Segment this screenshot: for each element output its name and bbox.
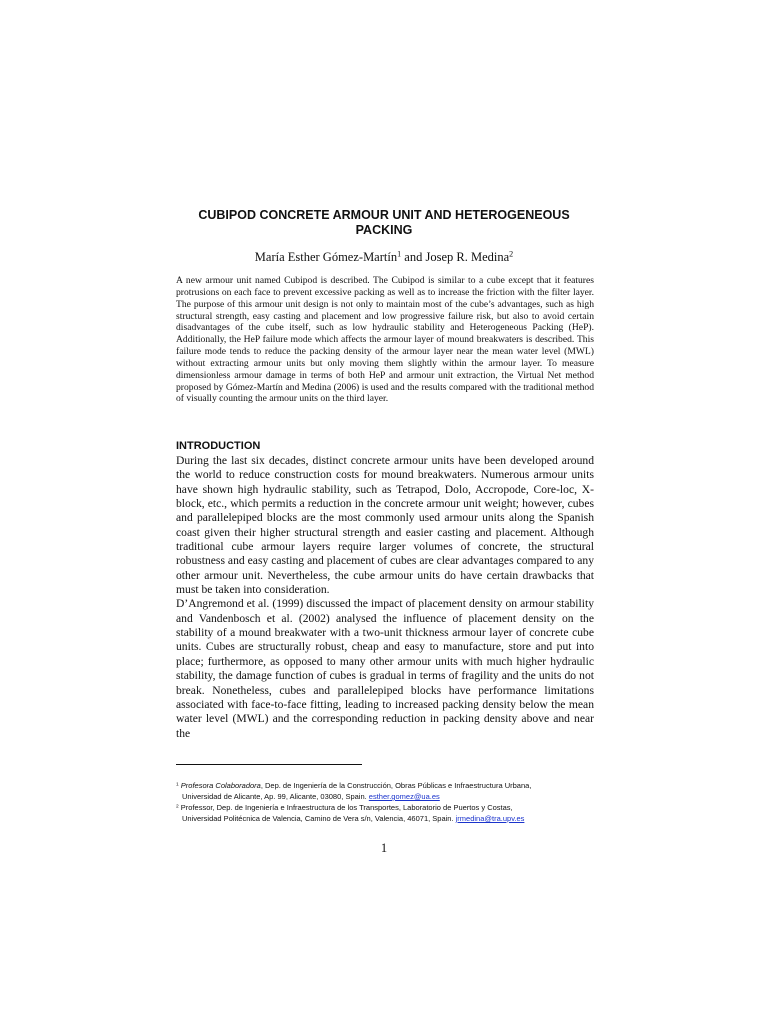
abstract: A new armour unit named Cubipod is described. The Cubipod is similar to a cube except that it features protrusions on each face to prevent excessive packing as well as to increase the friction with the filter layer. The purpose of this armour unit design is not only to maintain most of the cube’s advantages, such as high structural strength, easy casting and placement and low progressive failure risk, but also to avoid certain disadvantages of the cube itself, such as low hydraulic stability and Heterogeneous Packing (HeP). Additionally, the HeP failure mode which affects the armour layer of mound breakwaters is described. This failure mode tends to reduce the packing density of the armour layer near the mean water level (MWL) without extracting armour units but only moving them slightly within the armour layer. To measure dimensionless armour damage in terms of both HeP and armour unit extraction, the Virtual Net method proposed by Gómez-Martín and Medina (2006) is used and the results compared with the traditional method of visually counting the armour units on the third layer. <box>176 275 594 405</box>
footnote-1-role: Profesora Colaboradora <box>180 781 261 790</box>
footnote-1-affiliation: , Dep. de Ingeniería de la Construcción, Obras Públicas e Infraestructura Urbana, <box>260 781 532 790</box>
author-2-name: Josep R. Medina <box>425 250 510 264</box>
footnote-2-affiliation: Professor, Dep. de Ingeniería e Infraestructura de los Transportes, Laboratorio de Puertos y Costas, <box>180 803 513 812</box>
footnote-1-email-link[interactable]: esther.gomez@ua.es <box>368 792 440 801</box>
footnote-2 <box>176 802 596 824</box>
paper-title: CUBIPOD CONCRETE ARMOUR UNIT AND HETEROGENEOUS PACKING <box>198 208 570 237</box>
author-1-name: María Esther Gómez-Martín <box>254 250 398 264</box>
footnote-1-address-line <box>176 791 596 802</box>
footnote-1 <box>176 780 596 802</box>
footnote-2-address: Universidad Politécnica de Valencia, Camino de Vera s/n, Valencia, 46071, Spain. <box>182 814 456 823</box>
introduction-body <box>176 454 594 741</box>
introduction-paragraph-2: D’Angremond et al. (1999) discussed the impact of placement density on armour stability and Vandenbosch et al. (2002) analysed the influence of placement density on the stability of a mound breakwater with a two-unit thickness armour layer of concrete cube units. Cubes are structurally robust, cheap and easy to manufacture, store and put into place; furthermore, as opposed to many other armour units with much higher hydraulic stability, the damage function of cubes is gradual in terms of fragility and the units do not break. Nonetheless, cubes and parallelepiped blocks have performance limitations associated with face-to-face fitting, leading to increased packing density below the mean water level (MWL) and the corresponding reduction in packing density above and near the <box>176 597 594 740</box>
author-2-footnote-mark: 2 <box>509 249 514 259</box>
footnote-1-mark: 1 <box>176 782 179 788</box>
footnote-separator <box>176 764 362 765</box>
footnote-1-address: Universidad de Alicante, Ap. 99, Alicante, 03080, Spain. <box>182 792 369 801</box>
introduction-heading: INTRODUCTION <box>176 440 261 452</box>
footnote-2-address-line <box>176 813 596 824</box>
footnotes <box>176 780 596 824</box>
author-line <box>176 250 592 265</box>
page-number: 1 <box>380 841 388 855</box>
footnote-2-mark: 2 <box>176 804 179 810</box>
author-conjunction: and <box>401 250 426 264</box>
author-1-footnote-mark: 1 <box>397 249 402 259</box>
footnote-2-email-link[interactable]: jrmedina@tra.upv.es <box>455 814 525 823</box>
introduction-paragraph-1: During the last six decades, distinct concrete armour units have been developed around the world to reduce construction costs for mound breakwaters. Numerous armour units have shown high hydraulic stability, such as Tetrapod, Dolo, Accropode, Core-loc, X-block, etc., which permits a reduction in the concrete armour unit weight; however, cubes and parallelepiped blocks are the most commonly used armour units along the Spanish coast given their higher structural strength and easier casting and placement. Although traditional cube armour layers require larger volumes of concrete, the structural robustness and easy casting and placement of cubes are clear advantages compared to any other armour unit. Nevertheless, the cube armour units do have certain drawbacks that must be taken into consideration. <box>176 454 594 597</box>
